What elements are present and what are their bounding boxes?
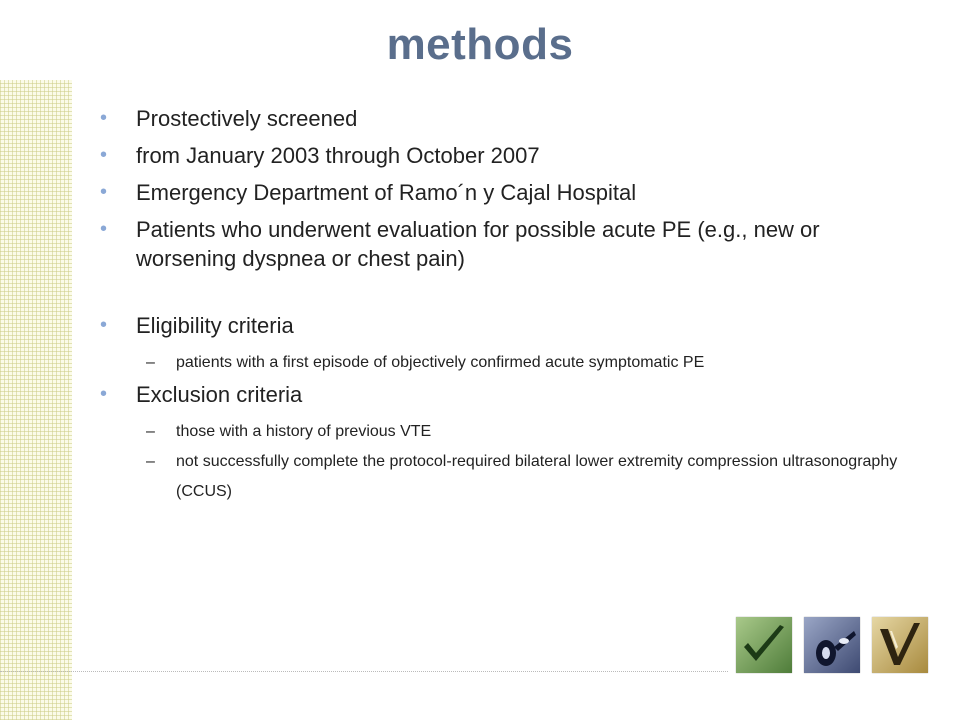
v-mark-icon [872,617,928,673]
bullet-text: Eligibility criteria [136,313,294,338]
sub-item [100,348,910,378]
bullet-marker: • [100,314,108,336]
bullet-marker: • [100,144,108,166]
sub-item [100,417,910,447]
bullet-text: Prostectively screened [136,106,358,131]
bullet-item [100,141,910,170]
footer-divider [0,671,728,672]
bullet-item [100,104,910,133]
bullet-text: Exclusion criteria [136,382,303,407]
bullet-marker: • [100,181,108,203]
bullet-text: Patients who underwent evaluation for possible acute PE (e.g., new or worsening dyspnea or chest pain) [136,217,820,271]
slide-content [100,104,910,507]
sub-item-text: patients with a first episode of objectively confirmed acute symptomatic PE [176,354,705,371]
dash-marker: – [146,423,155,440]
bullet-text: from January 2003 through October 2007 [136,143,540,168]
dash-marker: – [146,354,155,371]
sub-item-text: not successfully complete the protocol-required bilateral lower extremity compression ultrasonography (CCUS) [176,453,898,500]
disc-icon [804,617,860,673]
sub-item [100,447,910,507]
check-mark-icon [736,617,792,673]
exclusion-heading [100,380,910,409]
bullet-item [100,215,910,273]
dash-marker: – [146,453,155,470]
eligibility-heading [100,311,910,340]
decorative-stripe [0,80,72,720]
bullet-marker: • [100,107,108,129]
decorative-icons [736,617,928,673]
slide-title: methods [386,20,574,69]
sub-item-text: those with a history of previous VTE [176,423,432,440]
bullet-text: Emergency Department of Ramo´n y Cajal Hospital [136,180,637,205]
bullet-marker: • [100,218,108,240]
spacer [100,281,910,311]
bullet-item [100,178,910,207]
bullet-marker: • [100,383,108,405]
